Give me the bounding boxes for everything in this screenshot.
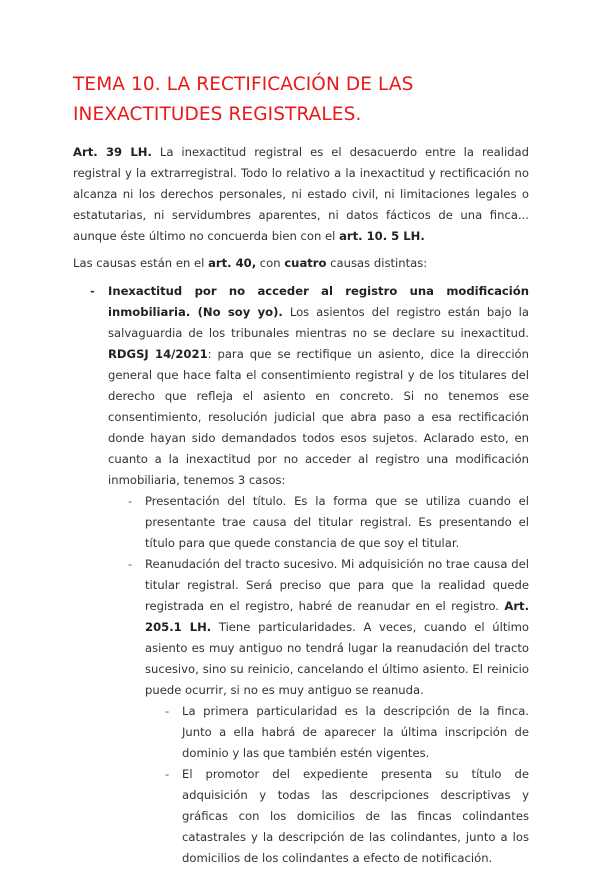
list-item: [90, 281, 529, 491]
sub-list-item: [128, 554, 529, 701]
article-ref: Art. 39 LH.: [73, 145, 152, 159]
emphasis: cuatro: [284, 256, 327, 270]
causes-text: Las causas están en el: [73, 256, 209, 270]
causes-text: con: [256, 256, 285, 270]
item-text: Tiene particularidades. A veces, cuando el último asiento es muy antiguo no tendrá lugar la reanudación del tracto sucesivo, sino su reinicio, cancelando el último asiento. El reinicio puede ocurrir, si no es muy antiguo se reanuda.: [145, 620, 529, 697]
causes-text: causas distintas:: [326, 256, 428, 270]
item-text: Reanudación del tracto sucesivo. Mi adquisición no trae causa del titular registral. Será preciso que para que la realidad quede registrada en el registro, habré de reanudar en el registro.: [145, 557, 529, 613]
article-ref: art. 40,: [208, 256, 257, 270]
article-ref: art. 10. 5 LH.: [339, 229, 425, 243]
article-ref: Art. 205.1 LH.: [145, 599, 529, 634]
resolution-ref: RDGSJ 14/2021: [108, 347, 208, 361]
document-page: [73, 70, 529, 869]
sub-sub-list-item: [165, 701, 529, 764]
item-text: La primera particularidad es la descripción de la finca. Junto a ella habrá de aparecer la última inscripción de dominio y las que también estén vigentes.: [182, 704, 529, 760]
item-text: Presentación del título. Es la forma que se utiliza cuando el presentante trae causa del titular registral. Es presentando el título para que quede constancia de que soy el titular.: [145, 494, 529, 550]
intro-paragraph: [73, 142, 529, 247]
intro-text: La inexactitud registral es el desacuerdo entre la realidad registral y la extrarregistral. Todo lo relativo a la inexactitud y rectificación no alcanza ni los derechos personales, ni estado civil, ni limitaciones legales o estatutarias, ni servidumbres aparentes, ni datos fácticos de una finca... aunque éste último no concuerda bien con el: [73, 145, 529, 243]
dash-bullet: -: [128, 557, 133, 571]
dash-bullet: -: [165, 767, 170, 781]
item-heading: Inexactitud por no acceder al registro una modificación inmobiliaria. (No soy yo).: [108, 284, 529, 319]
dash-bullet: -: [128, 494, 133, 508]
sub-sub-list-item: [165, 764, 529, 869]
dash-bullet: -: [90, 284, 95, 298]
item-text: El promotor del expediente presenta su título de adquisición y todas las descripciones descriptivas y gráficas con los domicilios de las fincas colindantes catastrales y la descripción de las colindantes, junto a los domicilios de los colindantes a efecto de notificación.: [182, 767, 529, 865]
dash-bullet: -: [165, 704, 170, 718]
page-title: TEMA 10. LA RECTIFICACIÓN DE LAS INEXACTITUDES REGISTRALES.: [73, 74, 414, 125]
item-text: Los asientos del registro están bajo la salvaguardia de los tribunales mientras no se declare su inexactitud.: [108, 305, 529, 340]
sub-list-item: [128, 491, 529, 554]
item-text: : para que se rectifique un asiento, dice la dirección general que hace falta el consentimiento registral y de los titulares del derecho que refleja el asiento en concreto. Si no tenemos ese consentimiento, resolución judicial que abra paso a esa rectificación donde hayan sido demandados todos esos sujetos. Aclarado esto, en cuanto a la inexactitud por no acceder al registro una modificación inmobiliaria, tenemos 3 casos:: [108, 347, 529, 487]
causes-paragraph: [73, 253, 529, 274]
